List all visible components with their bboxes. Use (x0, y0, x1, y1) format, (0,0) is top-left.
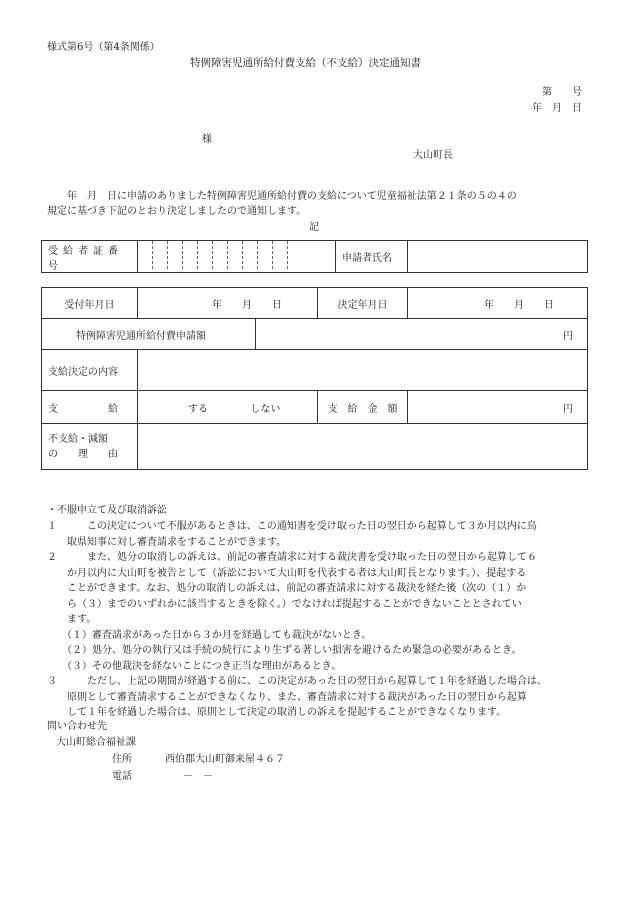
ki-heading: 記 (309, 222, 319, 233)
requested-amount-value[interactable]: 円 (256, 319, 588, 350)
intro-line-1: 年 月 日に申請のありました特例障害児通所給付費の支給について児童福祉法第２１条の５の４の (47, 191, 517, 202)
intro-line-2: 規定に基づき下記のとおり決定しましたので通知します。 (47, 206, 307, 217)
decision-date-value[interactable]: 年 月 日 (408, 288, 588, 319)
form-number: 様式第6号（第4条関係） (47, 42, 160, 53)
contact-address-label: 住所 (112, 754, 132, 765)
applicant-name-field[interactable] (408, 241, 588, 273)
decision-date-label: 決定年月日 (318, 288, 408, 319)
payment-amount-label: 支 給 金 額 (318, 391, 408, 424)
document-title: 特例障害児通所給付費支給（不支給）決定通知書 (190, 57, 421, 69)
contact-address-value: 西伯郡大山町御来屋４６７ (165, 754, 285, 765)
recipient-table (41, 240, 588, 273)
decision-content-value[interactable] (138, 350, 588, 391)
appeal-text: １ この決定について不服があるときは、この通知書を受け取った日の翌日から起算して３か月以内に鳥 取県知事に対し審査請求をすることができます。 ２ また、処分の取消しの訴えは、前記の審査請求に対する裁決書を受け取った日の翌日から起算して６ か月以内に大山町を被告として（訴訟において大山町を代表する者は大山町長となります。）、提起する ことができます。なお、処分の取消しの訴えは、前記の審査請求に対する裁決を経た後（次の（１）か ら（３）までのいずれかに該当するときを除く。）でなければ提起することができないこととされてい ます。 （１）審査請求があった日から３か月を経過しても裁決がないとき。 （２）処分、処分の執行又は手続の続行により生ずる著しい損害を避けるため緊急の必要があるとき。 （３）その他裁決を経ないことにつき正当な理由があるとき。 ３ ただし、上記の期間が経過する前に、この決定があった日の翌日から起算して１年を経過した場合は、 原則として審査請求することができなくなり、また、審査請求に対する裁決があった日の翌日から起算 して１年を経過した場合は、原則として決定の取消しの訴えを提起することができなくなります。 (47, 521, 547, 718)
contact-phone-label: 電話 (112, 771, 132, 782)
payment-amount-value[interactable]: 円 (408, 391, 588, 424)
requested-amount-label: 特例障害児通所給付費申請額 (42, 319, 256, 350)
decision-table (41, 287, 588, 470)
appeal-heading: ・不服申立て及び取消訴訟 (47, 505, 167, 516)
payment-option-no[interactable]: しない (250, 403, 281, 415)
applicant-name-label: 申請者氏名 (336, 241, 408, 273)
payment-label: 支 給 (42, 391, 138, 424)
recipient-id-field[interactable] (138, 241, 336, 273)
received-date-value[interactable]: 年 月 日 (138, 288, 318, 319)
contact-department: 大山町総合福祉課 (56, 737, 136, 748)
decision-content-label: 支給決定の内容 (42, 350, 138, 391)
document-date: 年 月 日 (532, 103, 582, 114)
payment-option-yes[interactable]: する (188, 403, 208, 415)
received-date-label: 受付年月日 (42, 288, 138, 319)
contact-phone-value: － － (183, 771, 213, 782)
recipient-id-label: 受給者証番号 (42, 241, 138, 273)
contact-heading: 問い合わせ先 (47, 721, 107, 732)
document-number: 第 号 (542, 87, 582, 98)
issuer-name: 大山町長 (413, 150, 453, 161)
reason-label: 不支給・減額 の 理 由 (42, 424, 138, 470)
reason-value[interactable] (138, 424, 588, 470)
addressee-suffix: 様 (202, 134, 212, 145)
payment-options (138, 391, 318, 424)
